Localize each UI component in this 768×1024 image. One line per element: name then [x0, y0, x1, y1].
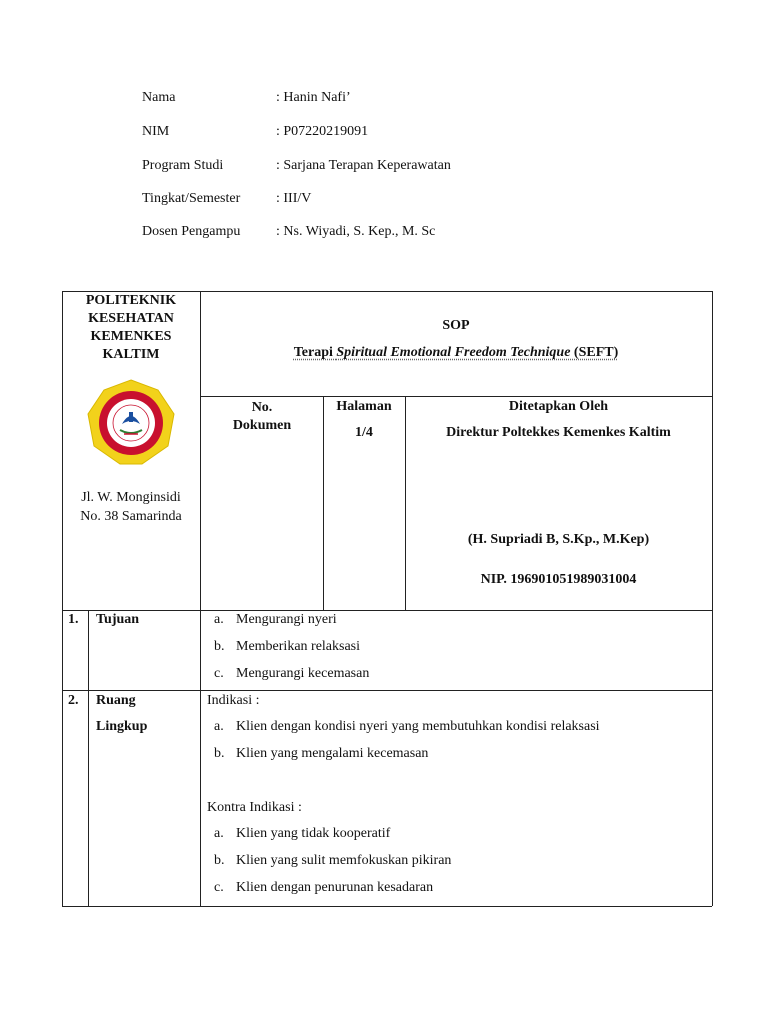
approved-label: Ditetapkan Oleh	[508, 399, 609, 414]
list-item	[214, 639, 360, 655]
sop-heading: SOP	[442, 318, 470, 333]
sop-title-italic: Spiritual Emotional Freedom Technique	[336, 345, 571, 360]
approved-by: Direktur Poltekkes Kemenkes Kaltim	[446, 425, 671, 440]
list-item	[214, 853, 451, 869]
institution-logo	[84, 378, 178, 468]
list-text: Klien dengan kondisi nyeri yang membutuhkan kondisi relaksasi	[236, 719, 600, 734]
list-item	[214, 826, 390, 842]
doc-number-label	[200, 399, 324, 435]
table-rule-row1	[62, 610, 712, 611]
page-value: 1/4	[355, 425, 373, 440]
list-item	[214, 746, 428, 762]
contra-label: Kontra Indikasi :	[207, 800, 302, 815]
field-value-nama: : Hanin Nafi’	[276, 90, 351, 105]
list-marker: b.	[214, 639, 225, 654]
list-marker: a.	[214, 612, 224, 627]
table-border-right	[712, 291, 713, 906]
sop-title-suffix: (SEFT)	[570, 345, 619, 360]
field-value-program: : Sarjana Terapan Keperawatan	[276, 158, 451, 173]
table-border-bottom	[62, 906, 712, 907]
field-label-dosen: Dosen Pengampu	[142, 224, 241, 239]
list-marker: a.	[214, 826, 224, 841]
indication-label: Indikasi :	[207, 693, 260, 708]
signer-name: (H. Supriadi B, S.Kp., M.Kep)	[467, 532, 650, 547]
sop-title-prefix: Terapi	[293, 345, 337, 360]
list-text: Mengurangi kecemasan	[236, 666, 370, 681]
doc-number-label-2: Dokumen	[232, 418, 292, 433]
section-2-number: 2.	[68, 693, 79, 708]
list-marker: b.	[214, 746, 225, 761]
list-text: Klien dengan penurunan kesadaran	[236, 880, 434, 895]
institution-address	[66, 488, 196, 526]
section-1-number: 1.	[68, 612, 79, 627]
address-line-2: No. 38 Samarinda	[80, 509, 182, 524]
list-text: Klien yang sulit memfokuskan pikiran	[236, 853, 452, 868]
list-text: Klien yang mengalami kecemasan	[236, 746, 429, 761]
field-label-nama: Nama	[142, 90, 176, 105]
list-marker: c.	[214, 666, 224, 681]
section-2-title-2: Lingkup	[96, 719, 148, 734]
list-item	[214, 612, 337, 628]
field-value-dosen: : Ns. Wiyadi, S. Kep., M. Sc	[276, 224, 436, 239]
table-rule-row2	[62, 690, 712, 691]
page-label: Halaman	[336, 399, 392, 414]
doc-number-label-1: No.	[251, 400, 273, 415]
section-2-title-1: Ruang	[96, 693, 136, 708]
list-item	[214, 719, 600, 735]
field-label-tingkat: Tingkat/Semester	[142, 191, 241, 206]
field-value-tingkat: : III/V	[276, 191, 312, 206]
list-marker: c.	[214, 880, 224, 895]
list-text: Klien yang tidak kooperatif	[236, 826, 391, 841]
list-text: Memberikan relaksasi	[236, 639, 361, 654]
list-item	[214, 880, 433, 896]
list-item	[214, 666, 369, 682]
institution-name: POLITEKNIK KESEHATAN KEMENKES KALTIM	[85, 293, 177, 362]
section-1-title: Tujuan	[96, 612, 140, 627]
field-label-program: Program Studi	[142, 158, 224, 173]
list-marker: b.	[214, 853, 225, 868]
sop-title	[200, 345, 712, 361]
address-line-1: Jl. W. Monginsidi	[81, 490, 181, 505]
list-text: Mengurangi nyeri	[236, 612, 337, 627]
field-label-nim: NIM	[142, 124, 170, 139]
table-number-divider	[88, 610, 89, 906]
table-col-divider	[200, 291, 201, 906]
table-rule-header	[200, 396, 712, 397]
field-value-nim: : P07220219091	[276, 124, 369, 139]
signer-nip: NIP. 196901051989031004	[480, 572, 637, 587]
list-marker: a.	[214, 719, 224, 734]
table-border-left	[62, 291, 63, 906]
